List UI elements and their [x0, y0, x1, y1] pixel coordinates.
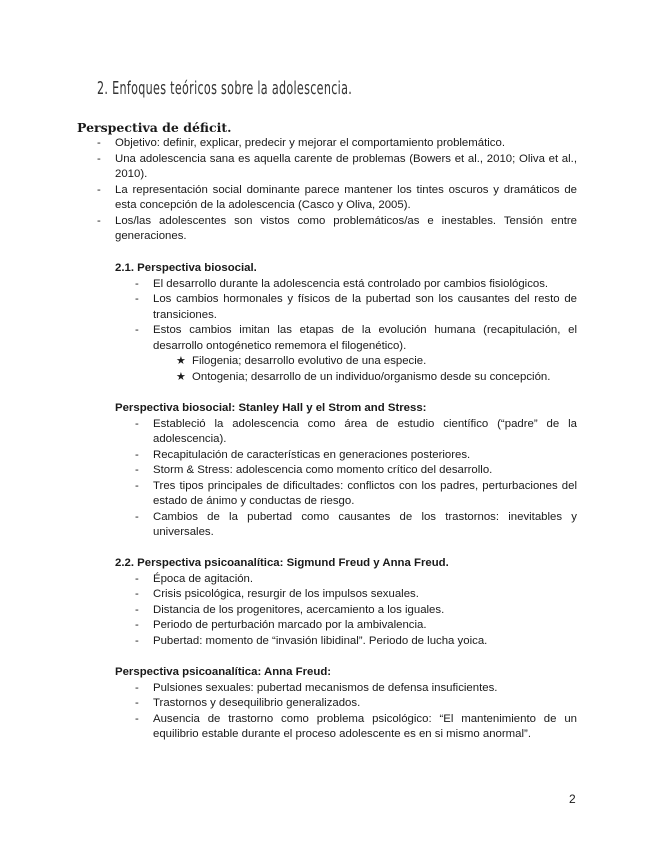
- list-item: - El desarrollo durante la adolescencia está controlado por cambios fisiológicos.: [153, 277, 577, 293]
- list-item: - Los/las adolescentes son vistos como problemáticos/as e inestables. Tensión entre generaciones.: [115, 214, 577, 245]
- list-item: - Pulsiones sexuales: pubertad mecanismos de defensa insuficientes.: [153, 681, 577, 697]
- list-item: - Pubertad: momento de “invasión libidinal”. Periodo de lucha yoica.: [153, 634, 577, 650]
- list-item: - Estos cambios imitan las etapas de la evolución humana (recapitulación, el desarrollo ontogénetico rememora el filogenético).: [153, 323, 577, 354]
- list-item: - Época de agitación.: [153, 572, 577, 588]
- section-title: 2. Enfoques teóricos sobre la adolescencia.: [97, 78, 353, 99]
- sub-list-item: [176, 354, 577, 370]
- list-item: - Crisis psicológica, resurgir de los impulsos sexuales.: [153, 587, 577, 603]
- list-item: - Trastornos y desequilibrio generalizados.: [153, 696, 577, 712]
- list-item: - Distancia de los progenitores, acercamiento a los iguales.: [153, 603, 577, 619]
- list-item: - Recapitulación de características en generaciones posteriores.: [153, 448, 577, 464]
- list-item: - Periodo de perturbación marcado por la ambivalencia.: [153, 618, 577, 634]
- list-item: - Cambios de la pubertad como causantes de los trastornos: inevitables y universales.: [153, 510, 577, 541]
- list-item: - Estableció la adolescencia como área de estudio científico (“padre” de la adolescencia).: [153, 417, 577, 448]
- list-item: - Storm & Stress: adolescencia como momento crítico del desarrollo.: [153, 463, 577, 479]
- deficit-section: [77, 120, 577, 245]
- hall-heading: Perspectiva biosocial: Stanley Hall y el Strom and Stress:: [115, 402, 427, 414]
- list-item: - Los cambios hormonales y físicos de la pubertad son los causantes del resto de transiciones.: [153, 292, 577, 323]
- anna-freud-section: [115, 665, 577, 743]
- star-bullet-icon: ★: [176, 370, 186, 383]
- sub-list-item: [176, 370, 577, 386]
- list-item: - Objetivo: definir, explicar, predecir y mejorar el comportamiento problemático.: [115, 136, 577, 152]
- deficit-heading: Perspectiva de déficit.: [77, 120, 232, 135]
- list-item: - Una adolescencia sana es aquella carente de problemas (Bowers et al., 2010; Oliva et al., 2010).: [115, 152, 577, 183]
- psicoanalitica-section: [115, 556, 577, 649]
- biosocial-section: [115, 261, 577, 385]
- sub-item-text: Ontogenia; desarrollo de un individuo/organismo desde su concepción.: [192, 370, 551, 383]
- page-number: 2: [569, 792, 576, 806]
- sub-item-text: Filogenia; desarrollo evolutivo de una especie.: [192, 355, 427, 367]
- list-item: - La representación social dominante parece mantener los tintes oscuros y dramáticos de esta concepción de la adolescencia (Casco y Oliva, 2005).: [115, 183, 577, 214]
- hall-section: [115, 401, 577, 541]
- star-bullet-icon: ★: [176, 355, 186, 367]
- list-item: - Tres tipos principales de dificultades: conflictos con los padres, perturbaciones del estado de ánimo y conductas de riesgo.: [153, 479, 577, 510]
- biosocial-heading: 2.1. Perspectiva biosocial.: [115, 262, 257, 274]
- psicoanalitica-heading: 2.2. Perspectiva psicoanalítica: Sigmund Freud y Anna Freud.: [115, 557, 449, 569]
- anna-freud-heading: Perspectiva psicoanalítica: Anna Freud:: [115, 666, 332, 678]
- list-item: - Ausencia de trastorno como problema psicológico: “El mantenimiento de un equilibrio estable durante el proceso adolescente es en si mismo anormal”.: [153, 712, 577, 743]
